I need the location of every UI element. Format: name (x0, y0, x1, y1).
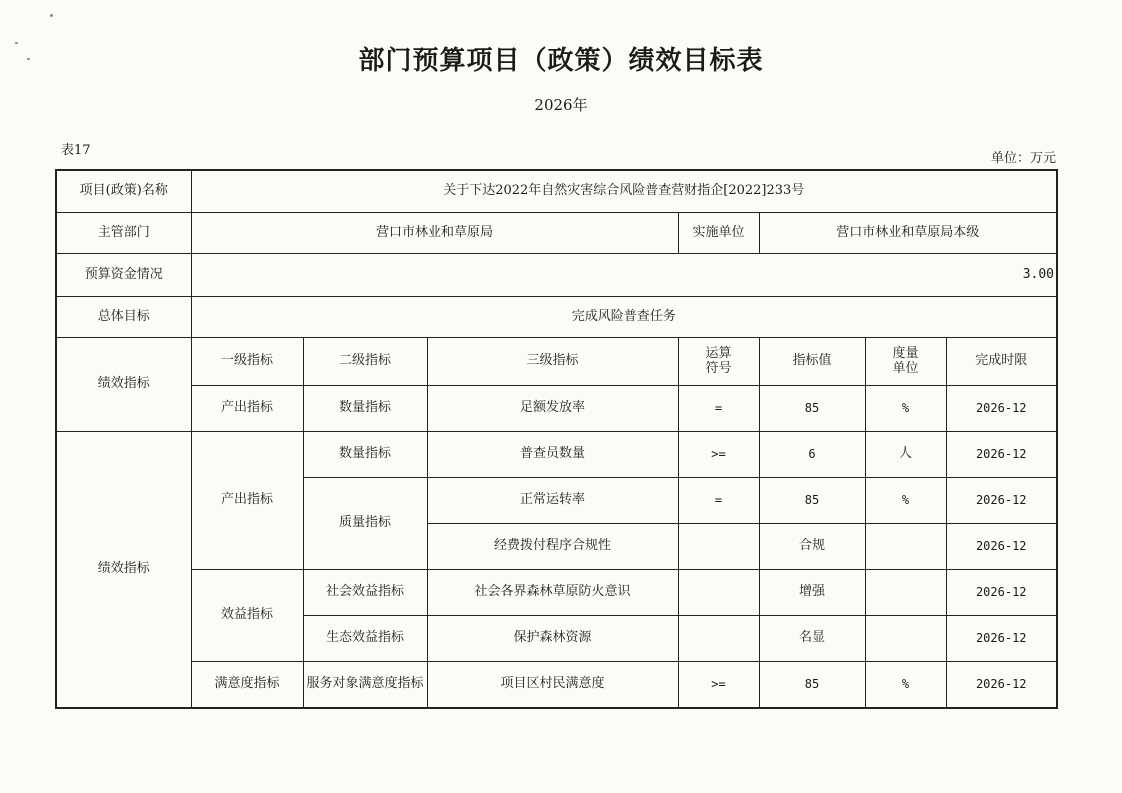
operator-header (678, 337, 759, 385)
deadline-cell: 2026-12 (946, 523, 1057, 569)
deadline-cell: 2026-12 (946, 569, 1057, 615)
page-year: 2026年 (534, 96, 588, 114)
unit-header (865, 337, 946, 385)
level2-cell: 数量指标 (303, 385, 427, 431)
target-value-cell: 85 (759, 477, 865, 523)
level2-header: 二级指标 (303, 337, 427, 385)
level1-cell: 满意度指标 (191, 661, 303, 708)
operator-header-text: 运算符号 (705, 345, 732, 376)
project-name-label: 项目(政策)名称 (56, 170, 191, 212)
deadline-cell: 2026-12 (946, 615, 1057, 661)
page-title: 部门预算项目（政策）绩效目标表 (358, 46, 764, 76)
level2-cell: 生态效益指标 (303, 615, 427, 661)
level3-cell: 社会各界森林草原防火意识 (427, 569, 678, 615)
table-row (56, 385, 1057, 431)
department-row (56, 212, 1057, 253)
overall-goal-label: 总体目标 (56, 296, 191, 337)
operator-cell: >= (678, 431, 759, 477)
target-header: 指标值 (759, 337, 865, 385)
budget-label: 预算资金情况 (56, 253, 191, 296)
deadline-cell: 2026-12 (946, 477, 1057, 523)
unit-cell: 人 (865, 431, 946, 477)
unit-cell (865, 615, 946, 661)
budget-row (56, 253, 1057, 296)
target-value-cell: 85 (759, 385, 865, 431)
deadline-header: 完成时限 (946, 337, 1057, 385)
level3-cell: 项目区村民满意度 (427, 661, 678, 708)
level3-cell: 经费拨付程序合规性 (427, 523, 678, 569)
project-name-value: 关于下达2022年自然灾害综合风险普查营财指企[2022]233号 (191, 170, 1057, 212)
budget-value: 3.00 (191, 253, 1057, 296)
unit-header-text: 度量单位 (892, 345, 919, 376)
level2-cell: 服务对象满意度指标 (303, 661, 427, 708)
operator-cell: = (678, 477, 759, 523)
performance-table (55, 169, 1058, 709)
deadline-cell: 2026-12 (946, 385, 1057, 431)
overall-goal-value: 完成风险普查任务 (191, 296, 1057, 337)
operator-cell: >= (678, 661, 759, 708)
operator-cell (678, 569, 759, 615)
target-value-cell: 名显 (759, 615, 865, 661)
operator-cell: = (678, 385, 759, 431)
target-value-cell: 85 (759, 661, 865, 708)
table-row (56, 431, 1057, 477)
level1-header: 一级指标 (191, 337, 303, 385)
level1-cell: 产出指标 (191, 385, 303, 431)
target-value-cell: 增强 (759, 569, 865, 615)
unit-label: 单位：万元 (990, 151, 1056, 166)
table-number: 表17 (61, 143, 91, 158)
table-row (56, 661, 1057, 708)
unit-cell: % (865, 477, 946, 523)
deadline-cell: 2026-12 (946, 661, 1057, 708)
level1-cell: 产出指标 (191, 431, 303, 569)
project-name-row (56, 170, 1057, 212)
level1-cell: 效益指标 (191, 569, 303, 661)
target-value-cell: 6 (759, 431, 865, 477)
goal-row (56, 296, 1057, 337)
unit-cell: % (865, 661, 946, 708)
unit-cell: % (865, 385, 946, 431)
metrics-section-label-2: 绩效指标 (56, 431, 191, 708)
operator-cell (678, 523, 759, 569)
operator-cell (678, 615, 759, 661)
table-row (56, 569, 1057, 615)
level3-cell: 普查员数量 (427, 431, 678, 477)
level2-cell: 社会效益指标 (303, 569, 427, 615)
level3-cell: 足额发放率 (427, 385, 678, 431)
level3-cell: 保护森林资源 (427, 615, 678, 661)
implementing-unit-label: 实施单位 (678, 212, 759, 253)
implementing-unit-value: 营口市林业和草原局本级 (759, 212, 1057, 253)
unit-cell (865, 523, 946, 569)
level3-header: 三级指标 (427, 337, 678, 385)
target-value-cell: 合规 (759, 523, 865, 569)
metrics-section-label: 绩效指标 (56, 337, 191, 431)
deadline-cell: 2026-12 (946, 431, 1057, 477)
level2-cell: 质量指标 (303, 477, 427, 569)
metrics-header-row (56, 337, 1057, 385)
unit-cell (865, 569, 946, 615)
department-value: 营口市林业和草原局 (191, 212, 678, 253)
level3-cell: 正常运转率 (427, 477, 678, 523)
level2-cell: 数量指标 (303, 431, 427, 477)
department-label: 主管部门 (56, 212, 191, 253)
scan-speck (50, 14, 53, 17)
